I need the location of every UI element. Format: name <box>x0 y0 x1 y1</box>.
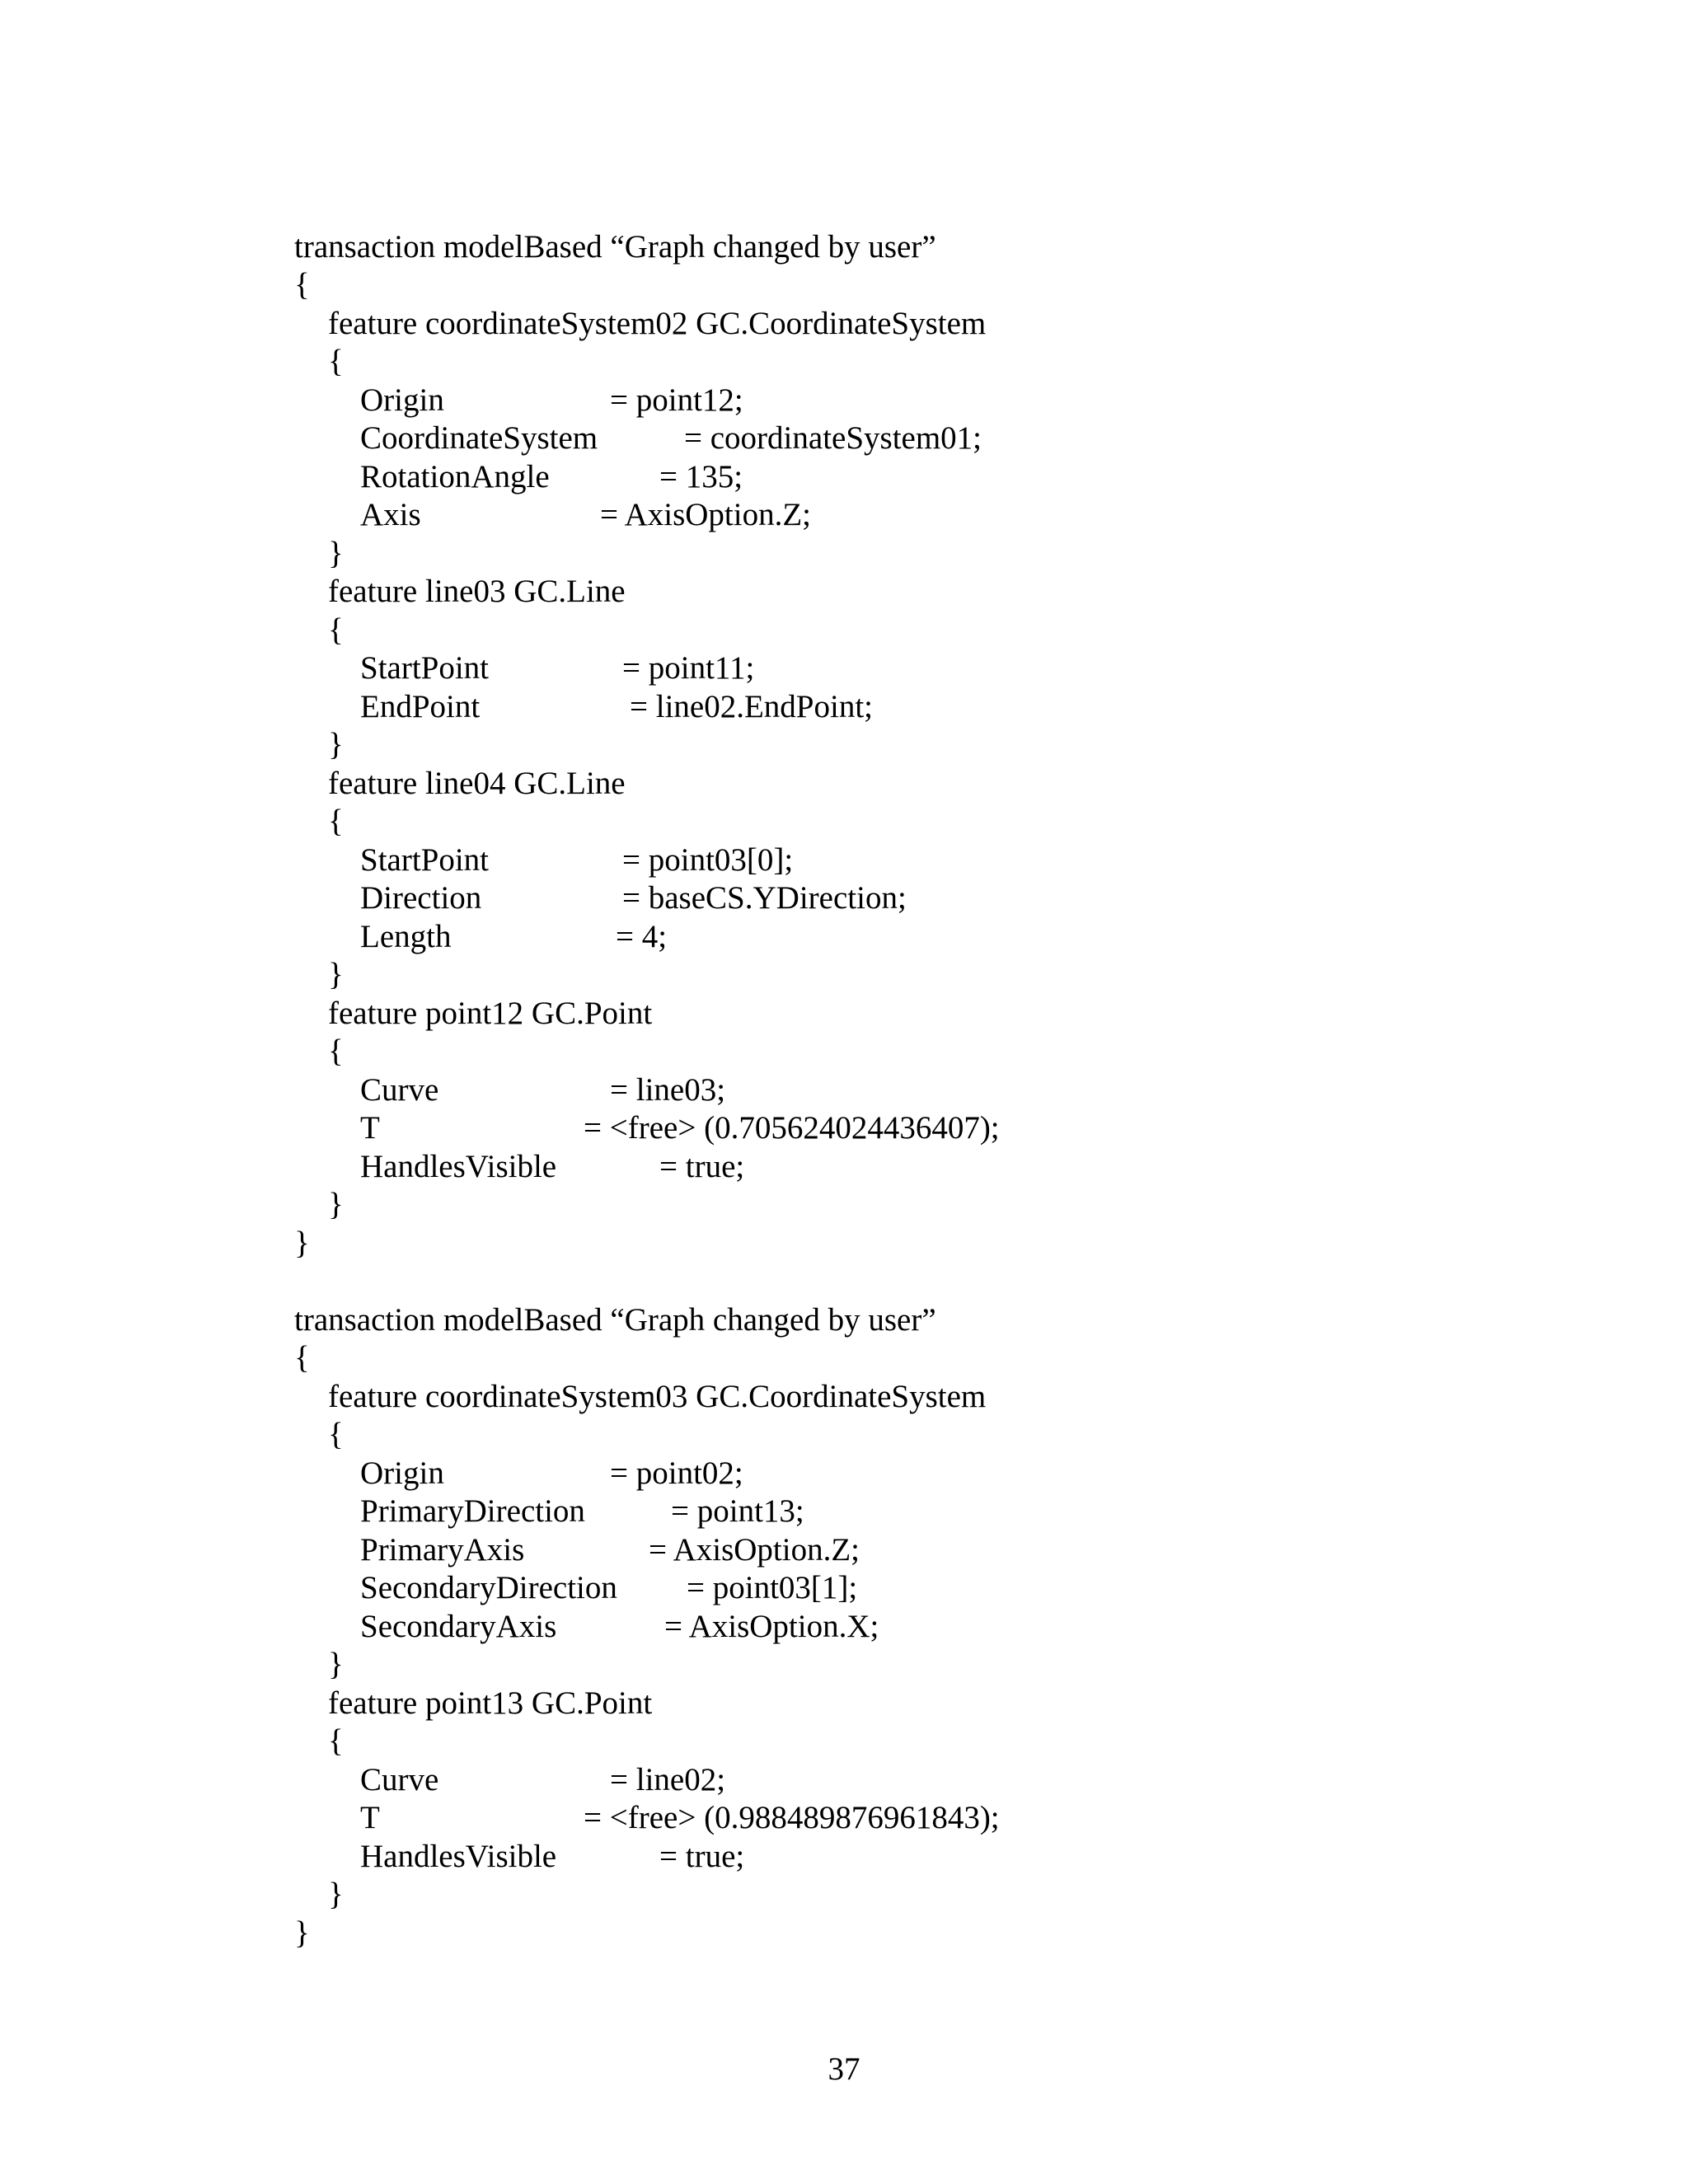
feature-coordinatesystem03-declaration: feature coordinateSystem03 GC.CoordinateSystem <box>328 1379 987 1414</box>
property-name: Origin <box>360 1455 444 1491</box>
property-value: = line02; <box>610 1762 726 1797</box>
feature-line04-declaration: feature line04 GC.Line <box>328 766 626 801</box>
page-number: 37 <box>828 2051 860 2087</box>
property-value: = 135; <box>659 459 743 494</box>
property-value: = point13; <box>671 1493 804 1529</box>
feature-point13-declaration: feature point13 GC.Point <box>328 1685 653 1721</box>
feature-coordinatesystem02-declaration: feature coordinateSystem02 GC.CoordinateSystem <box>328 306 987 341</box>
property-name: RotationAngle <box>360 459 550 494</box>
feature-close-brace: } <box>328 1187 344 1222</box>
property-value: = true; <box>659 1839 745 1874</box>
property-value: = AxisOption.Z; <box>649 1532 860 1568</box>
feature-open-brace: { <box>328 1723 344 1759</box>
property-name: HandlesVisible <box>360 1839 557 1874</box>
property-value: = 4; <box>616 919 668 954</box>
feature-close-brace: } <box>328 1647 344 1682</box>
property-name: Axis <box>360 497 421 532</box>
property-value: = coordinateSystem01; <box>684 420 982 456</box>
property-value: = <free> (0.705624024436407); <box>584 1110 1000 1146</box>
property-name: T <box>360 1800 380 1835</box>
property-value: = point12; <box>610 382 743 418</box>
property-name: HandlesVisible <box>360 1149 557 1184</box>
property-value: = true; <box>659 1149 745 1184</box>
transaction-2-header: transaction modelBased “Graph changed by user” <box>294 1302 936 1338</box>
transaction-1-header: transaction modelBased “Graph changed by user” <box>294 229 936 265</box>
property-name: CoordinateSystem <box>360 420 598 456</box>
property-value: = baseCS.YDirection; <box>622 880 907 916</box>
feature-close-brace: } <box>328 957 344 992</box>
property-name: Curve <box>360 1762 439 1797</box>
property-name: T <box>360 1110 380 1146</box>
property-value: = line03; <box>610 1072 726 1108</box>
property-name: PrimaryAxis <box>360 1532 525 1568</box>
feature-line03-declaration: feature line03 GC.Line <box>328 574 626 609</box>
property-value: = AxisOption.X; <box>664 1609 879 1644</box>
transaction-2-open-brace: { <box>294 1340 310 1376</box>
transaction-2-close-brace: } <box>294 1915 310 1951</box>
property-name: SecondaryDirection <box>360 1570 617 1605</box>
feature-close-brace: } <box>328 1877 344 1912</box>
feature-open-brace: { <box>328 1417 344 1452</box>
property-value: = AxisOption.Z; <box>600 497 812 532</box>
property-name: StartPoint <box>360 650 490 686</box>
feature-point12-declaration: feature point12 GC.Point <box>328 996 653 1031</box>
property-name: EndPoint <box>360 689 481 724</box>
property-name: PrimaryDirection <box>360 1493 585 1529</box>
feature-close-brace: } <box>328 536 344 571</box>
property-name: StartPoint <box>360 842 490 878</box>
property-value: = point02; <box>610 1455 743 1491</box>
feature-open-brace: { <box>328 612 344 648</box>
feature-open-brace: { <box>328 1033 344 1069</box>
transaction-1-close-brace: } <box>294 1226 310 1261</box>
property-name: Curve <box>360 1072 439 1108</box>
property-value: = <free> (0.988489876961843); <box>584 1800 1000 1835</box>
property-name: Direction <box>360 880 482 916</box>
property-value: = line02.EndPoint; <box>630 689 873 724</box>
feature-open-brace: { <box>328 804 344 839</box>
property-value: = point03[0]; <box>622 842 794 878</box>
property-name: Origin <box>360 382 444 418</box>
property-value: = point03[1]; <box>687 1570 858 1605</box>
property-name: Length <box>360 919 452 954</box>
property-value: = point11; <box>622 650 755 686</box>
feature-open-brace: { <box>328 344 344 379</box>
transaction-1-open-brace: { <box>294 267 310 302</box>
feature-close-brace: } <box>328 727 344 762</box>
property-name: SecondaryAxis <box>360 1609 557 1644</box>
